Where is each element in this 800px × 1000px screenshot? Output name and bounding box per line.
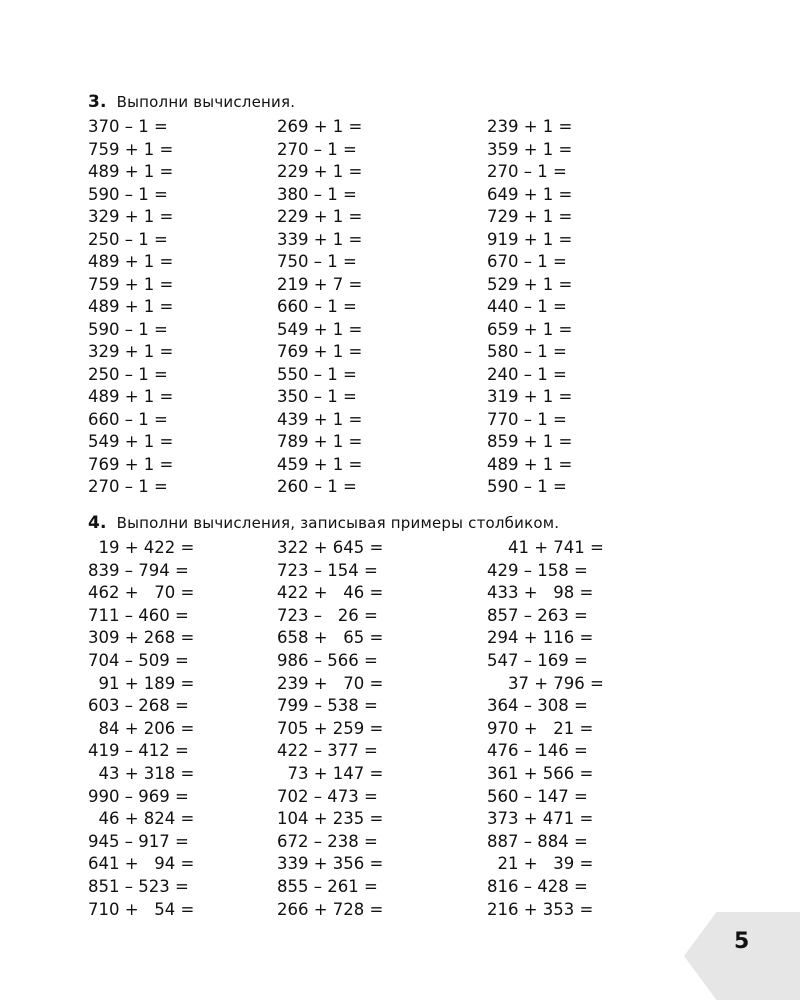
exercise-expression: 857 – 263 = bbox=[487, 605, 588, 625]
exercise-row bbox=[0, 740, 800, 762]
exercise-expression: 229 + 1 = bbox=[277, 207, 363, 226]
exercise-expression: 422 + 46 = bbox=[277, 583, 384, 603]
exercise-expression: 364 – 308 = bbox=[487, 696, 588, 716]
exercise-expression: 41 + 741 = bbox=[487, 538, 604, 557]
exercise-row bbox=[0, 695, 800, 717]
exercise-expression: 769 + 1 = bbox=[277, 342, 363, 361]
exercise-expression: 839 – 794 = bbox=[88, 560, 189, 580]
exercise-expression: 489 + 1 = bbox=[88, 387, 174, 406]
exercise-expression: 309 + 268 = bbox=[88, 628, 195, 648]
exercise-expression: 710 + 54 = bbox=[88, 899, 195, 919]
exercise-row bbox=[0, 808, 800, 830]
exercise-expression: 851 – 523 = bbox=[88, 877, 189, 896]
exercise-expression: 658 + 65 = bbox=[277, 628, 384, 648]
exercise-expression: 270 – 1 = bbox=[277, 139, 357, 159]
exercise-row bbox=[0, 206, 800, 228]
exercise-expression: 547 – 169 = bbox=[487, 651, 588, 670]
exercise-row bbox=[0, 161, 800, 183]
exercise-row bbox=[0, 560, 800, 582]
exercise-expression: 439 + 1 = bbox=[277, 409, 363, 429]
exercise-row bbox=[0, 229, 800, 251]
exercise-expression: 429 – 158 = bbox=[487, 560, 588, 580]
exercise-row bbox=[0, 476, 800, 498]
exercise-expression: 459 + 1 = bbox=[277, 454, 363, 474]
exercise-expression: 580 – 1 = bbox=[487, 342, 567, 361]
exercise-expression: 750 – 1 = bbox=[277, 252, 357, 271]
exercise-expression: 361 + 566 = bbox=[487, 764, 594, 783]
exercise-expression: 339 + 356 = bbox=[277, 854, 384, 874]
exercise-expression: 549 + 1 = bbox=[88, 432, 174, 451]
page-number-tab bbox=[684, 912, 800, 1000]
exercise-expression: 73 + 147 = bbox=[277, 764, 384, 783]
exercise-row bbox=[0, 831, 800, 853]
exercise-expression: 433 + 98 = bbox=[487, 583, 594, 603]
task-3-number: 3. bbox=[88, 92, 107, 112]
task-4-number: 4. bbox=[88, 513, 107, 533]
exercise-expression: 84 + 206 = bbox=[88, 718, 195, 738]
exercise-row bbox=[0, 274, 800, 296]
exercise-expression: 239 + 1 = bbox=[487, 117, 573, 136]
exercise-row bbox=[0, 899, 800, 921]
exercise-row bbox=[0, 786, 800, 808]
exercise-expression: 370 – 1 = bbox=[88, 117, 168, 136]
exercise-row bbox=[0, 319, 800, 341]
exercise-row bbox=[0, 763, 800, 785]
exercise-row bbox=[0, 116, 800, 138]
task-3-header bbox=[88, 92, 295, 112]
exercise-expression: 702 – 473 = bbox=[277, 786, 378, 806]
exercise-expression: 440 – 1 = bbox=[487, 297, 567, 316]
exercise-expression: 603 – 268 = bbox=[88, 696, 189, 716]
exercise-expression: 590 – 1 = bbox=[487, 477, 567, 496]
exercise-expression: 560 – 147 = bbox=[487, 786, 588, 806]
exercise-row bbox=[0, 537, 800, 559]
exercise-expression: 91 + 189 = bbox=[88, 673, 195, 693]
exercise-expression: 229 + 1 = bbox=[277, 162, 363, 181]
exercise-expression: 769 + 1 = bbox=[88, 454, 174, 474]
exercise-expression: 266 + 728 = bbox=[277, 899, 384, 919]
exercise-expression: 329 + 1 = bbox=[88, 342, 174, 361]
exercise-row bbox=[0, 386, 800, 408]
task-4-header bbox=[88, 513, 559, 533]
exercise-expression: 476 – 146 = bbox=[487, 741, 588, 761]
exercise-row bbox=[0, 251, 800, 273]
exercise-expression: 373 + 471 = bbox=[487, 809, 594, 829]
exercise-expression: 489 + 1 = bbox=[88, 252, 174, 271]
exercise-expression: 294 + 116 = bbox=[487, 628, 594, 648]
exercise-expression: 670 – 1 = bbox=[487, 252, 567, 271]
exercise-expression: 659 + 1 = bbox=[487, 319, 573, 339]
exercise-expression: 723 – 154 = bbox=[277, 560, 378, 580]
exercise-expression: 422 – 377 = bbox=[277, 741, 378, 761]
exercise-expression: 216 + 353 = bbox=[487, 899, 594, 919]
exercise-expression: 319 + 1 = bbox=[487, 387, 573, 406]
exercise-expression: 660 – 1 = bbox=[277, 297, 357, 316]
exercise-row bbox=[0, 876, 800, 898]
exercise-expression: 260 – 1 = bbox=[277, 477, 357, 496]
exercise-expression: 550 – 1 = bbox=[277, 364, 357, 384]
exercise-row bbox=[0, 582, 800, 604]
exercise-expression: 37 + 796 = bbox=[487, 673, 604, 693]
exercise-expression: 329 + 1 = bbox=[88, 207, 174, 226]
exercise-expression: 250 – 1 = bbox=[88, 364, 168, 384]
exercise-row bbox=[0, 673, 800, 695]
exercise-expression: 269 + 1 = bbox=[277, 117, 363, 136]
exercise-expression: 723 – 26 = bbox=[277, 605, 378, 625]
exercise-expression: 270 – 1 = bbox=[487, 162, 567, 181]
task-4-title: Выполни вычисления, записывая примеры столбиком. bbox=[116, 514, 560, 532]
exercise-expression: 549 + 1 = bbox=[277, 319, 363, 339]
exercise-expression: 250 – 1 = bbox=[88, 229, 168, 249]
exercise-expression: 489 + 1 = bbox=[487, 454, 573, 474]
exercise-expression: 789 + 1 = bbox=[277, 432, 363, 451]
exercise-expression: 339 + 1 = bbox=[277, 229, 363, 249]
exercise-expression: 759 + 1 = bbox=[88, 274, 174, 294]
exercise-row bbox=[0, 627, 800, 649]
exercise-row bbox=[0, 853, 800, 875]
exercise-row bbox=[0, 605, 800, 627]
exercise-row bbox=[0, 431, 800, 453]
exercise-expression: 672 – 238 = bbox=[277, 831, 378, 851]
exercise-row bbox=[0, 718, 800, 740]
exercise-expression: 649 + 1 = bbox=[487, 184, 573, 204]
exercise-row bbox=[0, 454, 800, 476]
exercise-expression: 705 + 259 = bbox=[277, 718, 384, 738]
exercise-expression: 380 – 1 = bbox=[277, 184, 357, 204]
exercise-expression: 704 – 509 = bbox=[88, 651, 189, 670]
exercise-expression: 46 + 824 = bbox=[88, 809, 195, 829]
exercise-expression: 489 + 1 = bbox=[88, 162, 174, 181]
exercise-expression: 770 – 1 = bbox=[487, 409, 567, 429]
exercise-row bbox=[0, 650, 800, 672]
exercise-expression: 945 – 917 = bbox=[88, 831, 189, 851]
exercise-expression: 859 + 1 = bbox=[487, 432, 573, 451]
exercise-expression: 887 – 884 = bbox=[487, 831, 588, 851]
exercise-expression: 419 – 412 = bbox=[88, 741, 189, 761]
exercise-row bbox=[0, 184, 800, 206]
exercise-expression: 270 – 1 = bbox=[88, 477, 168, 496]
exercise-expression: 970 + 21 = bbox=[487, 718, 594, 738]
exercise-expression: 816 – 428 = bbox=[487, 877, 588, 896]
exercise-row bbox=[0, 409, 800, 431]
exercise-expression: 590 – 1 = bbox=[88, 319, 168, 339]
exercise-expression: 359 + 1 = bbox=[487, 139, 573, 159]
exercise-expression: 43 + 318 = bbox=[88, 764, 195, 783]
exercise-expression: 799 – 538 = bbox=[277, 696, 378, 716]
exercise-expression: 855 – 261 = bbox=[277, 877, 378, 896]
exercise-expression: 489 + 1 = bbox=[88, 297, 174, 316]
page-number: 5 bbox=[734, 929, 750, 954]
exercise-expression: 919 + 1 = bbox=[487, 229, 573, 249]
exercise-expression: 104 + 235 = bbox=[277, 809, 384, 829]
exercise-row bbox=[0, 139, 800, 161]
exercise-expression: 529 + 1 = bbox=[487, 274, 573, 294]
exercise-expression: 21 + 39 = bbox=[487, 854, 594, 874]
exercise-expression: 322 + 645 = bbox=[277, 538, 384, 557]
exercise-expression: 729 + 1 = bbox=[487, 207, 573, 226]
exercise-row bbox=[0, 296, 800, 318]
exercise-expression: 219 + 7 = bbox=[277, 274, 363, 294]
exercise-row bbox=[0, 341, 800, 363]
exercise-expression: 641 + 94 = bbox=[88, 854, 195, 874]
exercise-expression: 19 + 422 = bbox=[88, 538, 195, 557]
task-3-title: Выполни вычисления. bbox=[116, 93, 296, 111]
exercise-expression: 660 – 1 = bbox=[88, 409, 168, 429]
exercise-expression: 990 – 969 = bbox=[88, 786, 189, 806]
exercise-expression: 462 + 70 = bbox=[88, 583, 195, 603]
exercise-row bbox=[0, 364, 800, 386]
exercise-expression: 239 + 70 = bbox=[277, 673, 384, 693]
exercise-expression: 350 – 1 = bbox=[277, 387, 357, 406]
exercise-expression: 986 – 566 = bbox=[277, 651, 378, 670]
exercise-expression: 240 – 1 = bbox=[487, 364, 567, 384]
exercise-expression: 759 + 1 = bbox=[88, 139, 174, 159]
exercise-expression: 590 – 1 = bbox=[88, 184, 168, 204]
exercise-expression: 711 – 460 = bbox=[88, 605, 189, 625]
